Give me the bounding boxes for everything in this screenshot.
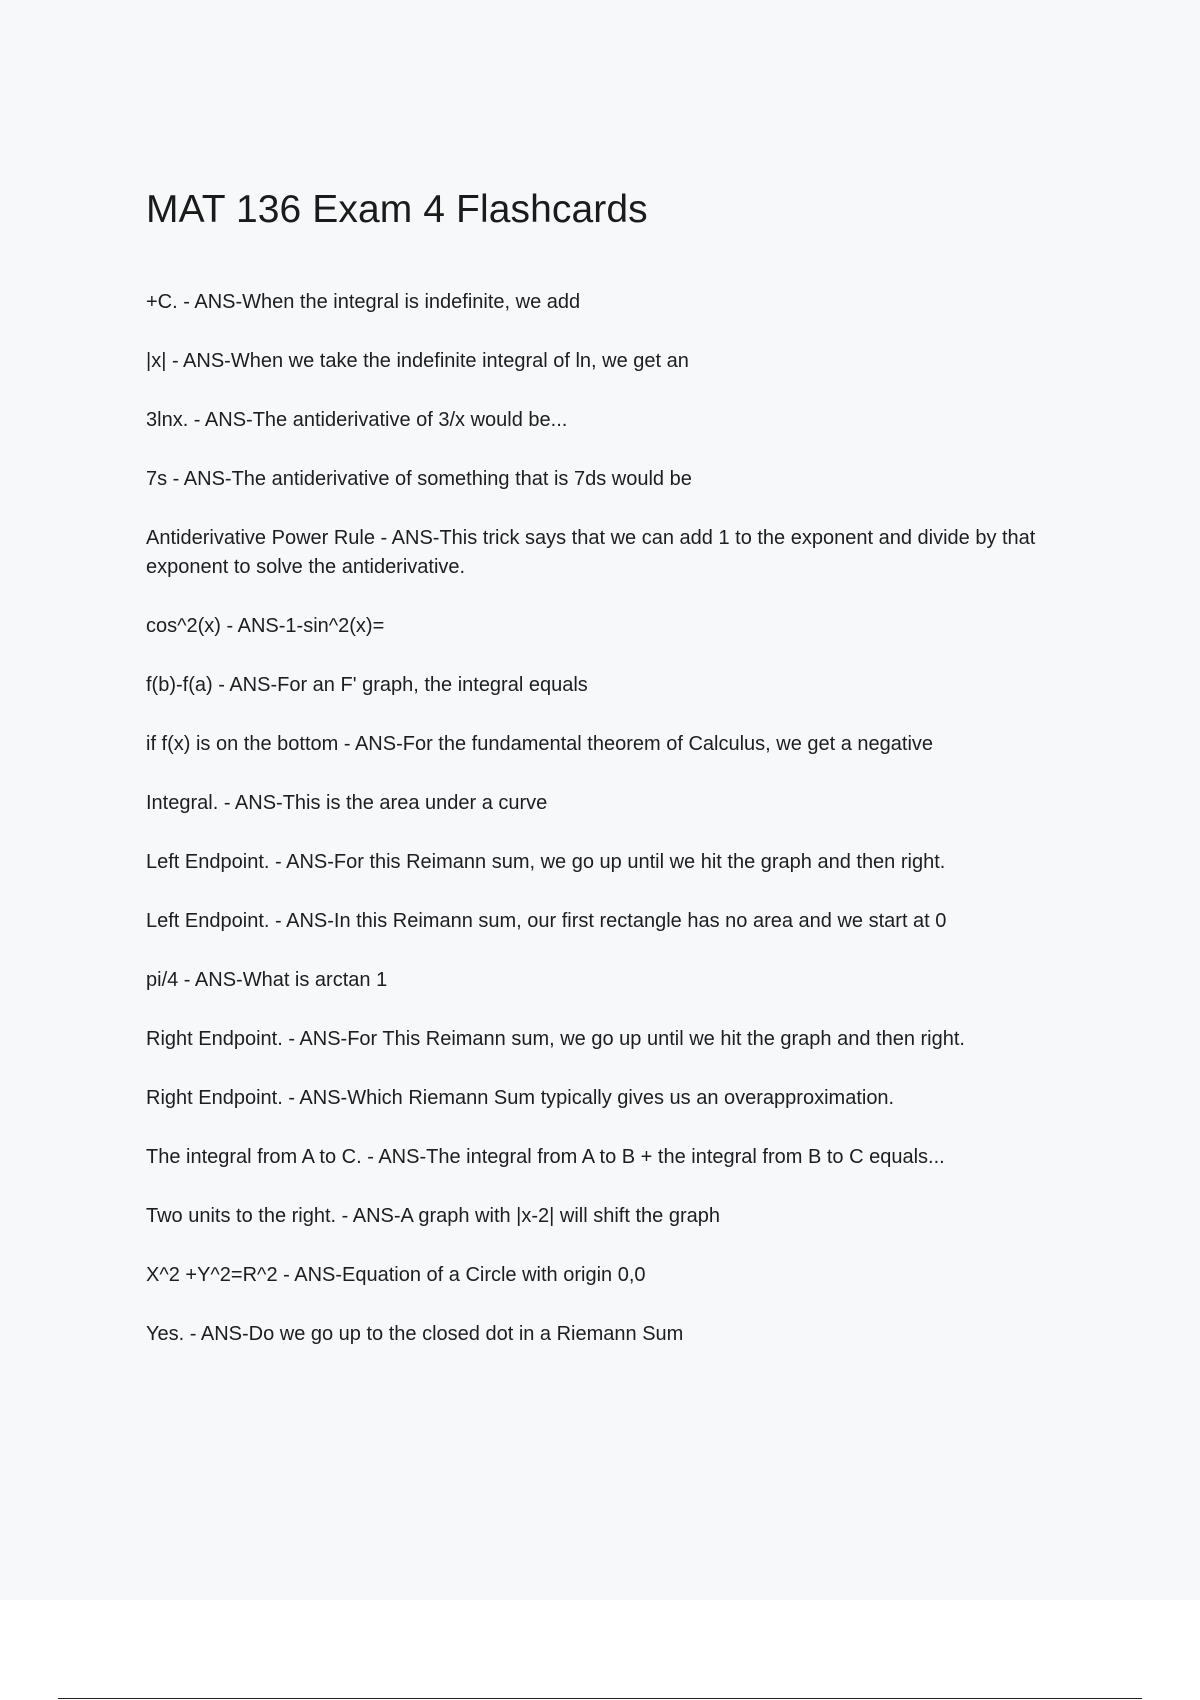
flashcard-item: 3lnx. - ANS-The antiderivative of 3/x would be... — [146, 409, 568, 431]
flashcard-item: Right Endpoint. - ANS-Which Riemann Sum typically gives us an overapproximation. — [146, 1087, 895, 1109]
document-title: MAT 136 Exam 4 Flashcards — [146, 188, 648, 231]
flashcard-item: Left Endpoint. - ANS-In this Reimann sum, our first rectangle has no area and we start at 0 — [146, 910, 947, 932]
flashcard-item: cos^2(x) - ANS-1-sin^2(x)= — [146, 615, 385, 637]
flashcard-item: |x| - ANS-When we take the indefinite integral of ln, we get an — [146, 350, 689, 372]
flashcard-item: X^2 +Y^2=R^2 - ANS-Equation of a Circle with origin 0,0 — [146, 1264, 646, 1286]
flashcard-item: 7s - ANS-The antiderivative of something that is 7ds would be — [146, 468, 692, 490]
flashcard-item: pi/4 - ANS-What is arctan 1 — [146, 969, 388, 991]
flashcard-item: +C. - ANS-When the integral is indefinite, we add — [146, 291, 581, 313]
document-content — [146, 184, 1076, 1379]
flashcard-item: if f(x) is on the bottom - ANS-For the fundamental theorem of Calculus, we get a negative — [146, 733, 934, 755]
flashcard-item: Antiderivative Power Rule - ANS-This trick says that we can add 1 to the exponent and divide by that exponent to solve the antiderivative. — [146, 527, 1036, 578]
footer-divider — [58, 1698, 1142, 1699]
flashcard-item: Yes. - ANS-Do we go up to the closed dot in a Riemann Sum — [146, 1323, 684, 1345]
flashcard-item: Two units to the right. - ANS-A graph with |x-2| will shift the graph — [146, 1205, 720, 1227]
flashcard-item: Left Endpoint. - ANS-For this Reimann sum, we go up until we hit the graph and then right. — [146, 851, 946, 873]
flashcard-item: f(b)-f(a) - ANS-For an F' graph, the integral equals — [146, 674, 588, 696]
flashcard-list — [146, 288, 1076, 1349]
flashcard-item: Right Endpoint. - ANS-For This Reimann sum, we go up until we hit the graph and then right. — [146, 1028, 965, 1050]
flashcard-item: The integral from A to C. - ANS-The integral from A to B + the integral from B to C equals... — [146, 1146, 945, 1168]
flashcard-item: Integral. - ANS-This is the area under a curve — [146, 792, 548, 814]
